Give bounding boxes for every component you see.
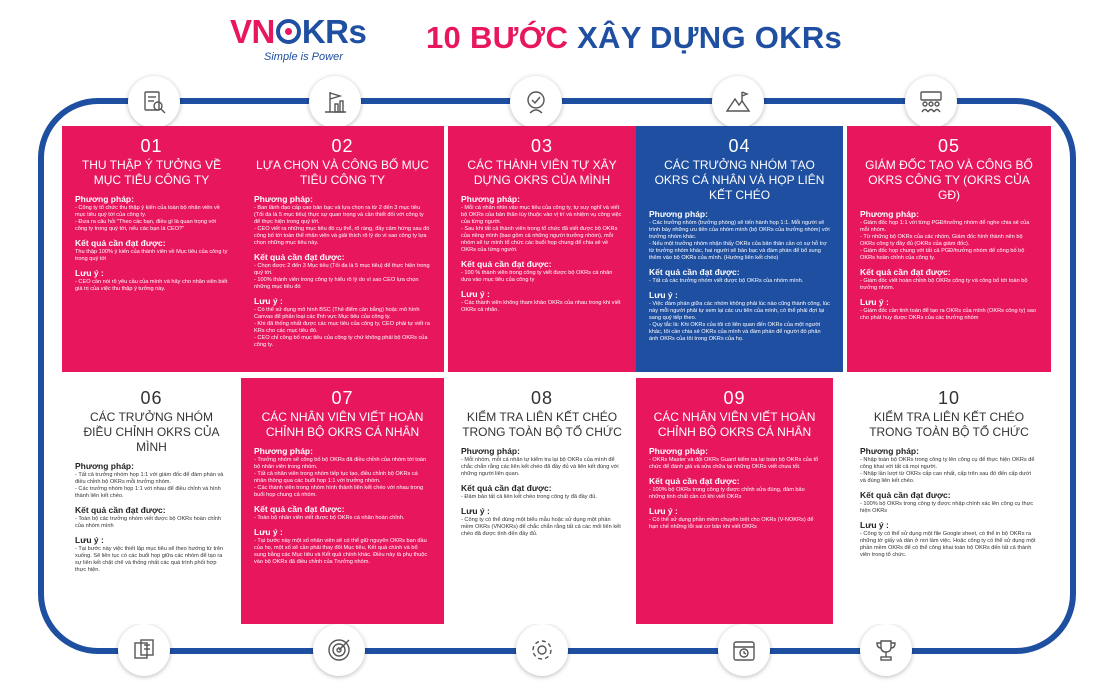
step-title: KIỂM TRA LIÊN KẾT CHÉO TRONG TOÀN BỘ TỔ CHỨC (462, 410, 622, 439)
result-text: - Đảm bảo tất cả liên kết chéo trong công ty đã đầy đủ. (461, 494, 597, 500)
result-label: Kết quả cần đạt được: (461, 259, 552, 269)
note-text: - Có thể sử dụng phần mềm chuyên biệt cho OKRs (V-NOKRs) để hạn chế những lỗi sai cơ bản khi viết OKRs (649, 517, 814, 530)
method-text: - OKRs Master và đội OKRs Guard kiểm tra lại toàn bộ OKRs của tổ chức để đánh giá và sửa chữa lại những OKRs viết chưa tốt. (649, 457, 819, 470)
result-label: Kết quả cần đạt được: (860, 267, 951, 277)
gear-icon (516, 624, 568, 676)
method-label: Phương pháp: (75, 461, 134, 471)
logo-krs-text: KRs (301, 13, 367, 50)
method-text: - Mỗi cá nhân nhìn vào mục tiêu của công ty, tự suy nghĩ và viết bộ OKRs của bản thân tùy thuộc vào vị trí và nhiệm vụ công việc của từng người. - Sau khi tất cả thành viên trong tổ chức đã viết được bộ OKRs của riêng mình (bao gồm cả những người trưởng nhóm), mỗi nhóm sẽ tự mình tổ chức các buổi họp chung để chia sẻ về OKRs của từng người. (461, 205, 622, 253)
method-label: Phương pháp: (461, 446, 520, 456)
step-title: GIÁM ĐỐC TẠO VÀ CÔNG BỐ OKRS CÔNG TY (OKRS CỦA GĐ) (865, 158, 1033, 202)
target-icon (313, 624, 365, 676)
note-text: - Công ty có thể sử dụng một file Google sheet, có thể in bộ OKRs ra những tờ giấy và dán ở nơi làm việc. Hoặc công ty có thể sử dụng một phần mềm OKRs để có thể công khai toàn bộ OKRs đến tất cả thành viên trong tổ chức. (860, 531, 1036, 558)
method-text: - Mỗi nhóm, mỗi cá nhân tự kiểm tra lại bộ OKRs của mình để chắc chắn rằng các liên kết chéo đã đầy đủ và liên kết đúng với những người liên quan. (461, 457, 619, 477)
step-card-07 (241, 378, 444, 624)
flag-chart-icon (309, 76, 361, 128)
note-text: - Tại bước này việc thiết lập mục tiêu sẽ theo hướng từ trên xuống. Sẽ liên tục có các buổi họp giữa các nhóm để tạo ra sự liên kết chặt chẽ và thống nhất các quá trình phối hợp thực hiện. (75, 546, 224, 573)
step-title: CÁC TRƯỞNG NHÓM TẠO OKRS CÁ NHÂN VÀ HỌP LIÊN KẾT CHÉO (654, 158, 825, 202)
note-label: Lưu ý : (75, 268, 104, 278)
title-part2: XÂY DỰNG OKRs (577, 20, 843, 55)
method-label: Phương pháp: (860, 209, 919, 219)
result-text: - 100% bộ OKRs trong công ty được nhập chính xác lên công cụ thực hiện OKRs (860, 501, 1034, 514)
note-label: Lưu ý : (649, 290, 678, 300)
result-text: Thu thập 100% ý kiến của thành viên về Mục tiêu của công ty trong quý tới (75, 249, 228, 262)
note-text: - Giám đốc cần tinh toán để tạo ra OKRs của mình (OKRs công ty) sao cho phát huy được OKRs của các trưởng nhóm (860, 308, 1036, 321)
mountain-flag-icon (712, 76, 764, 128)
result-text: - 100% bộ OKRs trong công ty được chỉnh sửa đúng, đảm bảo những tinh chất cần có khi viết OKRs (649, 487, 805, 500)
step-title: CÁC NHÂN VIÊN VIẾT HOÀN CHỈNH BỘ OKRS CÁ NHÂN (653, 410, 816, 439)
result-text: - 100 % thành viên trong công ty viết được bộ OKRs cá nhân dựa vào mục tiêu của công ty (461, 270, 613, 283)
result-text: - Toàn bộ các trưởng nhóm viết được bộ OKRs hoàn chỉnh của nhóm mình (75, 516, 221, 529)
note-text: - Các thành viên không tham khảo OKRs của nhau trong khi viết OKRs cá nhân. (461, 300, 621, 313)
method-text: - Nhập toàn bộ OKRs trong công ty lên công cụ để thực hiện OKRs để công khai với tất cả mọi người. - Nhập lần lượt từ OKRs cấp cao nhất, cấp trên sau đó đến cấp dưới và đúng liên kết chéo. (860, 457, 1035, 484)
trophy-icon (860, 624, 912, 676)
step-number: 02 (331, 136, 354, 156)
method-text: - Ban lãnh đạo cấp cao bàn bạc và lựa chọn ra từ 2 đến 3 mục tiêu (Tối đa là 5 mục tiêu) thực sự quan trọng và cần thiết đối với công ty để thực hiện trong quý tới. - CEO viết ra những mục tiêu đó cụ thể, rõ ràng, đầy cảm hứng sau đó công bố tới toàn thể nhân viên và giải thích rõ lý do vì sao công ty lựa chọn những mục tiêu này. (254, 205, 430, 246)
result-label: Kết quả cần đạt được: (860, 490, 951, 500)
step-number: 04 (728, 136, 751, 156)
step-card-02 (241, 126, 444, 372)
step-number: 09 (723, 388, 746, 408)
note-label: Lưu ý : (860, 297, 889, 307)
note-label: Lưu ý : (649, 506, 678, 516)
method-text: - Công ty tổ chức thu thập ý kiến của toàn bộ nhân viên về mục tiêu quý tới của công ty. - Đưa ra câu hỏi "Theo các bạn, điều gì là quan trọng với công ty trong quý tới, nếu các bạn là CEO?" (75, 205, 220, 232)
method-text: - Các trưởng nhóm (trưởng phòng) sẽ tiến hành họp 1:1. Mỗi người sẽ trình bày những ưu tiên của nhóm mình (bộ OKRs của trưởng nhóm) với trưởng nhóm khác. - Nếu một trưởng nhóm nhận thấy OKRs của bản thân cần có sự hỗ trợ từ trưởng nhóm khác, hai người sẽ bàn bạc và đàm phán để bổ sung thêm vào bộ OKRs của mình. (Hướng liên kết chéo) (649, 220, 830, 261)
result-label: Kết quả cần đạt được: (254, 504, 345, 514)
note-label: Lưu ý : (461, 289, 490, 299)
step-card-03 (448, 126, 636, 372)
note-text: - Có thể sử dụng mô hình BSC (Thẻ điểm cân bằng) hoặc mô hình Canvas để phân loại các lĩnh vực Mục tiêu của công ty. - Khi đã thống nhất được các mục tiêu của công ty, CEO phải tự viết ra KRs cho các mục tiêu đó. - CEO chỉ công bố mục tiêu của công ty chứ không phải bộ OKRs của công ty. (254, 307, 430, 348)
note-text: - CEO cần nói rõ yêu cầu của mình và hãy cho nhân viên biết giá trị của việc thu thập ý tưởng này. (75, 279, 228, 292)
method-text: - Tất cả trưởng nhóm họp 1:1 với giám đốc để đàm phán và điều chỉnh bộ OKRs mỗi trưởng nhóm. - Các trưởng nhóm họp 1:1 với nhau để điều chỉnh và hình thành liên kết chéo. (75, 472, 224, 499)
page-title (426, 18, 866, 58)
method-label: Phương pháp: (461, 194, 520, 204)
result-label: Kết quả cần đạt được: (75, 505, 166, 515)
step-number: 08 (530, 388, 554, 408)
step-title: LỰA CHỌN VÀ CÔNG BỐ MỤC TIÊU CÔNG TY (256, 158, 429, 187)
document-search-icon (128, 76, 180, 128)
step-card-08 (448, 378, 636, 624)
result-text: - Chọn được 2 đến 3 Mục tiêu (Tối đa là 5 mục tiêu) để thực hiện trong quý tới. - 100% thành viên trong công ty hiểu rõ lý do vì sao CEO lựa chọn những mục tiêu đó (254, 263, 430, 290)
checklist-person-icon (510, 76, 562, 128)
clock-calendar-icon (718, 624, 770, 676)
step-card-06 (62, 378, 241, 624)
step-card-10 (847, 378, 1051, 624)
step-card-01 (62, 126, 241, 372)
result-label: Kết quả cần đạt được: (649, 267, 740, 277)
result-text: - Toàn bộ nhân viên viết được bộ OKRs cá nhân hoàn chỉnh. (254, 515, 405, 521)
result-label: Kết quả cần đạt được: (254, 252, 345, 262)
calendar-documents-icon (118, 624, 170, 676)
note-label: Lưu ý : (254, 527, 283, 537)
note-label: Lưu ý : (75, 535, 104, 545)
method-text: - Giám đốc họp 1:1 với từng PGĐ/trưởng nhóm để nghe chia sẻ của mỗi nhóm. - Từ những bộ OKRs của các nhóm, Giám đốc hình thành nên bộ OKRs công ty đầy đủ (OKRs của giám đốc). - Giám đốc họp chung với tất cả PGĐ/trưởng nhóm để công bố bộ OKRs hoàn chỉnh của công ty. (860, 220, 1030, 261)
note-label: Lưu ý : (254, 296, 283, 306)
note-text: - Việc đàm phán giữa các nhóm không phải lúc nào cũng thành công, lúc này mỗi người phải tự xem lại các ưu tiên của mình, có thể phải đợi lại sang quý tiếp theo. - Quy tắc là: Khi OKRs của tôi có liên quan đến OKRs của một người khác, tôi cần chia sẻ OKRs của mình và đàm phán để người đó phân ánh OKRs của tôi trong OKRs của họ. (649, 301, 830, 342)
step-card-09 (636, 378, 833, 624)
step-number: 05 (937, 136, 961, 156)
step-title: THU THẬP Ý TƯỞNG VỀ MỤC TIÊU CÔNG TY (81, 158, 222, 187)
method-label: Phương pháp: (254, 194, 313, 204)
note-text: - Công ty có thể dùng một biểu mẫu hoặc sử dụng một phần mềm OKRs (VNOKRs) để chắc chắn rằng tất cả các mối liên kết chéo đã được tính đến đầy đủ. (461, 517, 621, 537)
logo-tagline: Simple is Power (264, 51, 343, 63)
step-title: CÁC NHÂN VIÊN VIẾT HOÀN CHỈNH BỘ OKRS CÁ NHÂN (261, 410, 424, 439)
step-number: 06 (140, 388, 163, 408)
vnokrs-logo (230, 14, 390, 66)
result-text: - Tất cả các trưởng nhóm viết được bộ OKRs của nhóm mình. (649, 278, 804, 284)
method-label: Phương pháp: (254, 446, 313, 456)
step-title: KIỂM TRA LIÊN KẾT CHÉO TRONG TOÀN BỘ TỔ CHỨC (869, 410, 1029, 439)
logo-vn-text: VN (230, 13, 275, 50)
method-label: Phương pháp: (75, 194, 134, 204)
step-card-05 (847, 126, 1051, 372)
title-part1: 10 BƯỚC (426, 20, 569, 55)
step-number: 03 (530, 136, 554, 156)
step-number: 07 (331, 388, 354, 408)
step-title: CÁC TRƯỞNG NHÓM ĐIỀU CHỈNH OKRS CỦA MÌNH (83, 410, 220, 454)
result-label: Kết quả cần đạt được: (461, 483, 552, 493)
step-number: 10 (937, 388, 961, 408)
note-label: Lưu ý : (860, 520, 889, 530)
method-label: Phương pháp: (649, 446, 708, 456)
step-number: 01 (140, 136, 163, 156)
method-label: Phương pháp: (860, 446, 919, 456)
logo-target-icon (276, 19, 301, 44)
result-text: - Giám đốc viết hoàn chỉnh bộ OKRs công ty và công bố tới toàn bộ trưởng nhóm. (860, 278, 1028, 291)
note-label: Lưu ý : (461, 506, 490, 516)
result-label: Kết quả cần đạt được: (649, 476, 740, 486)
result-label: Kết quả cần đạt được: (75, 238, 166, 248)
step-title: CÁC THÀNH VIÊN TỰ XÂY DỰNG OKRS CỦA MÌNH (467, 158, 617, 187)
step-card-04 (636, 126, 843, 372)
note-text: - Tại bước này một số nhân viên sẽ có thể giữ nguyên OKRs ban đầu của họ, một số sẽ cần phải thay đổi Mục tiêu, Kết quả chính và bổ sung bằng các Mục tiêu và Kết quả chính khác. Điều này là phụ thuộc vào bộ OKRs đã điều chỉnh của Trưởng nhóm. (254, 538, 428, 565)
method-text: - Trưởng nhóm sẽ công bố bộ OKRs đã điều chỉnh của nhóm tới toàn bộ nhân viên trong nhóm. - Tất cả nhân viên trong nhóm tiếp tục tạo, điều chỉnh bộ OKRs cá nhân thông qua các buổi họp 1:1 với trưởng nhóm. - Các thành viên trong nhóm hình thành liên kết chéo với nhau trong buổi họp chung cả nhóm. (254, 457, 427, 498)
team-people-icon (905, 76, 957, 128)
method-label: Phương pháp: (649, 209, 708, 219)
